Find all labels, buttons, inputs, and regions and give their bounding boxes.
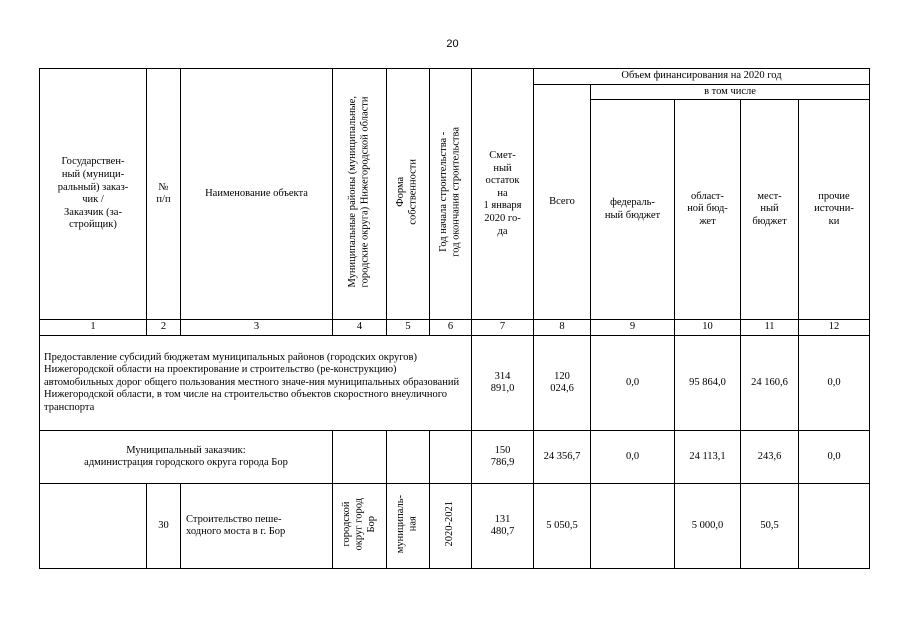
customer-other: 0,0 [799,431,870,484]
customer-empty-cell [430,431,472,484]
object-other [799,484,870,569]
table-row-object [40,484,870,569]
column-number: 6 [430,320,472,336]
object-name: Строительство пеше- ходного моста в г. Бор [181,484,333,569]
header-local: мест- ный бюджет [741,100,799,320]
column-number: 10 [675,320,741,336]
customer-local: 243,6 [741,431,799,484]
column-number: 2 [147,320,181,336]
object-estimated-balance: 131 480,7 [472,484,534,569]
customer-federal: 0,0 [591,431,675,484]
header-object-name: Наименование объекта [181,69,333,320]
column-number: 9 [591,320,675,336]
object-ownership: муниципаль- ная [387,484,430,569]
object-federal [591,484,675,569]
header-construction-years: Год начала строительства - год окончания строительства [430,69,472,320]
object-total: 5 050,5 [534,484,591,569]
subsidy-federal: 0,0 [591,336,675,431]
column-number: 12 [799,320,870,336]
object-local: 50,5 [741,484,799,569]
page-number: 20 [446,38,459,50]
financing-table [39,68,870,569]
column-number: 1 [40,320,147,336]
column-number: 5 [387,320,430,336]
header-other: прочие источни- ки [799,100,870,320]
subsidy-local: 24 160,6 [741,336,799,431]
subsidy-regional: 95 864,0 [675,336,741,431]
subsidy-other: 0,0 [799,336,870,431]
table-row-subsidy [40,336,870,431]
customer-total: 24 356,7 [534,431,591,484]
header-funding-volume: Объем финансирования на 2020 год [534,69,870,85]
table-row-customer [40,431,870,484]
object-regional: 5 000,0 [675,484,741,569]
column-number: 3 [181,320,333,336]
column-numbers-row [40,320,870,336]
customer-estimated-balance: 150 786,9 [472,431,534,484]
subsidy-description: Предоставление субсидий бюджетам муниципальных районов (городских округов) Нижегородской области на проектирование и строительство (ре-конструкцию) автомобильных дорог общего пользования местного значе-ния муниципальных образований Нижегородской области, в том числе на строительство объектов скоростного внеуличного транспорта [40,336,472,431]
customer-label: Муниципальный заказчик: администрация городского округа города Бор [40,431,333,484]
object-years: 2020-2021 [430,484,472,569]
customer-regional: 24 113,1 [675,431,741,484]
object-district: городской округ город Бор [333,484,387,569]
customer-empty-cell [333,431,387,484]
subsidy-total: 120 024,6 [534,336,591,431]
header-including: в том числе [591,84,870,100]
column-number: 11 [741,320,799,336]
customer-empty-cell [387,431,430,484]
subsidy-estimated-balance: 314 891,0 [472,336,534,431]
header-municipal-districts: Муниципальные районы (муниципальные, городские округа) Нижегородской области [333,69,387,320]
header-total: Всего [534,84,591,320]
column-number: 4 [333,320,387,336]
object-customer [40,484,147,569]
header-ownership-form: Форма собственности [387,69,430,320]
object-number: 30 [147,484,181,569]
column-number: 7 [472,320,534,336]
header-regional: област- ной бюд- жет [675,100,741,320]
header-customer: Государствен- ный (муници- pальный) заказ- чик / Заказчик (за- стройщик) [40,69,147,320]
header-estimated-balance: Смет- ный остаток на 1 января 2020 го- да [472,69,534,320]
header-number: № п/п [147,69,181,320]
header-federal: федераль- ный бюджет [591,100,675,320]
column-number: 8 [534,320,591,336]
